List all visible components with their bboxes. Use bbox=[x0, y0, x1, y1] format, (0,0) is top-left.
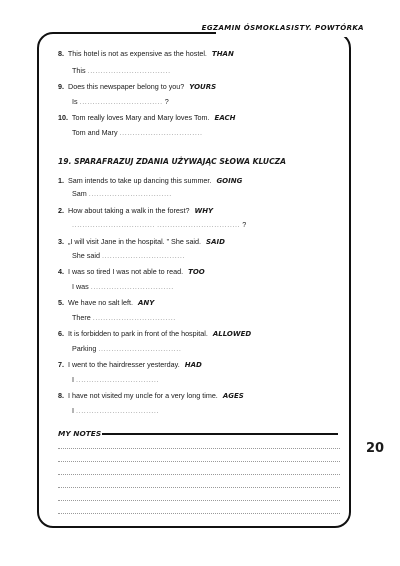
exercise-item: 2. How about taking a walk in the forest? WHY bbox=[58, 206, 214, 215]
section-title: 19. SPARAFRAZUJ ZDANIA UŻYWAJĄC SŁOWA KLUCZA bbox=[58, 157, 287, 166]
keyword: EACH bbox=[214, 114, 236, 122]
answer-line[interactable]: Parking ................................ bbox=[72, 344, 182, 353]
answer-line[interactable]: Is ................................ ? bbox=[72, 97, 169, 106]
answer-line[interactable]: I ................................ bbox=[72, 375, 160, 384]
notes-line[interactable] bbox=[58, 513, 340, 514]
answer-line[interactable]: Sam ................................ bbox=[72, 189, 172, 198]
answer-line[interactable]: I ................................ bbox=[72, 406, 160, 415]
keyword: TOO bbox=[188, 268, 205, 276]
answer-line[interactable]: ................................ ................................ ? bbox=[72, 220, 247, 229]
keyword: SAID bbox=[206, 238, 225, 246]
keyword: WHY bbox=[194, 207, 214, 215]
header-title: EGZAMIN ÓSMOKLASISTY. POWTÓRKA bbox=[201, 24, 364, 32]
exercise-item: 4. I was so tired I was not able to read. TOO bbox=[58, 267, 205, 276]
exercise-item: 6. It is forbidden to park in front of the hospital. ALLOWED bbox=[58, 329, 252, 338]
page-frame bbox=[37, 32, 351, 528]
answer-line[interactable]: This ................................ bbox=[72, 66, 171, 75]
exercise-item: 8. This hotel is not as expensive as the hostel. THAN bbox=[58, 49, 234, 58]
exercise-item: 3. „I will visit Jane in the hospital. ” She said. SAID bbox=[58, 237, 225, 246]
answer-line[interactable]: There ................................ bbox=[72, 313, 176, 322]
keyword: AGES bbox=[222, 392, 244, 400]
keyword: ANY bbox=[138, 299, 155, 307]
answer-line[interactable]: Tom and Mary ................................ bbox=[72, 128, 203, 137]
keyword: GOING bbox=[216, 177, 243, 185]
exercise-item: 8. I have not visited my uncle for a very long time. AGES bbox=[58, 391, 244, 400]
keyword: THAN bbox=[211, 50, 234, 58]
keyword: HAD bbox=[184, 361, 202, 369]
keyword: ALLOWED bbox=[212, 330, 252, 338]
notes-line[interactable] bbox=[58, 448, 340, 449]
notes-line[interactable] bbox=[58, 474, 340, 475]
answer-line[interactable]: She said ................................ bbox=[72, 251, 186, 260]
page-number: 20 bbox=[366, 441, 385, 456]
notes-rule bbox=[102, 433, 338, 435]
exercise-item: 7. I went to the hairdresser yesterday. HAD bbox=[58, 360, 202, 369]
keyword: YOURS bbox=[189, 83, 217, 91]
notes-line[interactable] bbox=[58, 500, 340, 501]
notes-line[interactable] bbox=[58, 487, 340, 488]
exercise-item: 9. Does this newspaper belong to you? YOURS bbox=[58, 82, 217, 91]
exercise-item: 5. We have no salt left. ANY bbox=[58, 298, 155, 307]
exercise-item: 1. Sam intends to take up dancing this summer. GOING bbox=[58, 176, 243, 185]
exercise-item: 10. Tom really loves Mary and Mary loves Tom. EACH bbox=[58, 113, 236, 122]
notes-title: MY NOTES bbox=[58, 429, 102, 438]
answer-line[interactable]: I was ................................ bbox=[72, 282, 174, 291]
notes-line[interactable] bbox=[58, 461, 340, 462]
